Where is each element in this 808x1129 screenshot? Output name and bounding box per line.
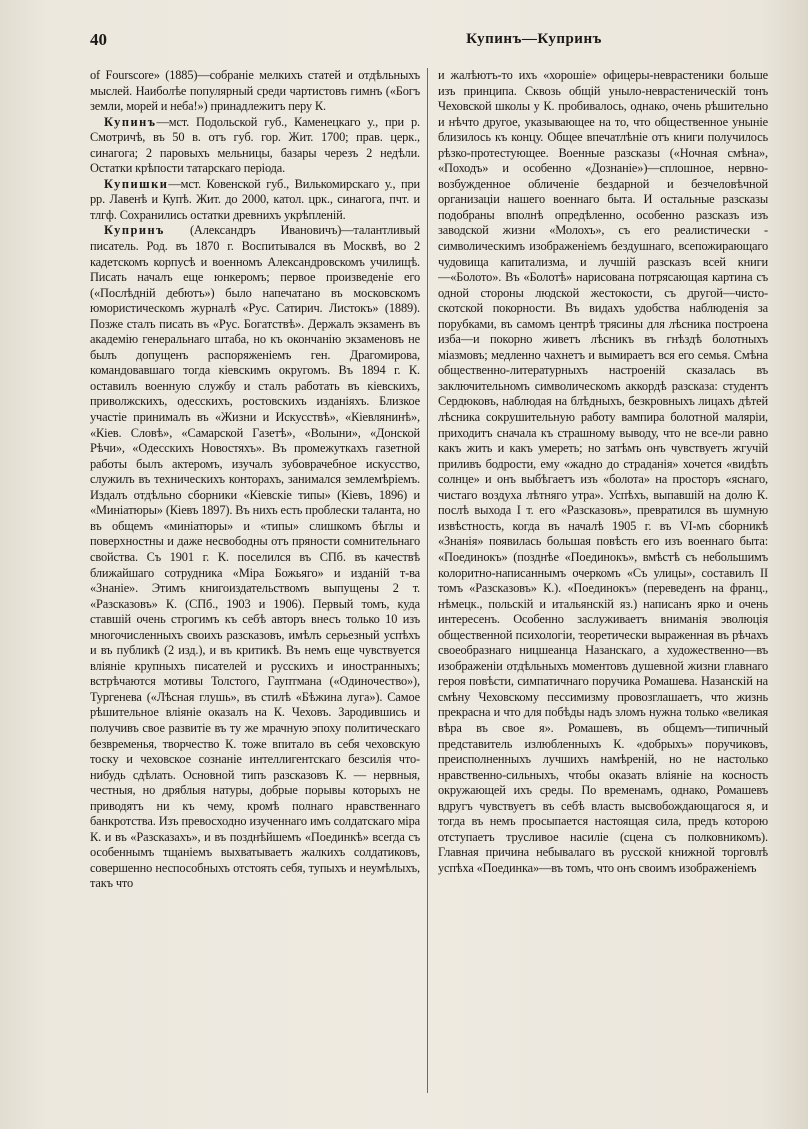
entry-paragraph	[90, 177, 420, 224]
entry-paragraph	[90, 115, 420, 177]
entry-headword: Купишки	[104, 176, 169, 191]
left-column	[90, 68, 420, 1108]
entry-text: of Fourscore» (1885)—собраніе мелкихъ статей и отдѣльныхъ мыслей. Наиболѣе популярный среди чартистовъ гимнъ («Богъ земли, морей и неба!») принадлежитъ перу К.	[90, 68, 420, 114]
entry-paragraph	[90, 223, 420, 892]
running-title: Купинъ—Купринъ	[466, 31, 602, 47]
entry-text: —мст. Ковенской губ., Вилькомирскаго у., при рр. Лавенѣ и Купѣ. Жит. до 2000, катол. црк., синагога, пчт. и тлгф. Сохранились остатки древнихъ укрѣпленій.	[90, 176, 420, 222]
right-column	[438, 68, 768, 1108]
entry-text: —мст. Подольской губ., Каменецкаго у., при р. Смотричѣ, въ 50 в. отъ губ. гор. Жит. 1700; прав. церк., синагога; 2 паровыхъ мельницы, базары черезъ 2 недѣли. Остатки крѣпости татарскаго періода.	[90, 114, 420, 176]
entry-text: (Александръ Ивановичъ)—талантливый писатель. Род. въ 1870 г. Воспитывался въ Москвѣ, во 2 кадетскомъ корпусѣ и военномъ Александровскомъ училищѣ. Писать началъ еще юнкеромъ; первое произведеніе его («Послѣдній дебютъ») было напечатано въ московскомъ юмористическомъ журналѣ «Рус. Сатирич. Листокъ» (1889). Позже сталъ писать въ «Рус. Богатствѣ». Держалъ экзаменъ въ академію генеральнаго штаба, но къ окончанію экзаменовъ не былъ допущенъ распоряженіемъ ген. Драгомирова, командовавшаго тогда кіевскимъ округомъ. Въ 1894 г. К. оставилъ военную службу и сталъ работать въ кіевскихъ, приволжскихъ, одесскихъ, ростовскихъ изданіяхъ. Близкое участіе принималъ въ «Жизни и Искусствѣ», «Кіевлянинѣ», «Кіев. Словѣ», «Самарской Газетѣ», «Волыни», «Донской Рѣчи», «Одесскихъ Новостяхъ». Въ промежуткахъ газетной работы былъ актеромъ, изучалъ зубоврачебное искусство, служилъ въ техническихъ конторахъ, занимался землемѣріемъ. Издалъ отдѣльно сборники «Кіевскіе типы» (Кіевъ, 1896) и «Миніатюры» (Кіевъ 1897). Въ нихъ есть проблески таланта, но въ общемъ «миніатюры» и «типы» слишкомъ бѣглы и поверхностны и даже несвободны отъ пряности сомнительнаго свойства. Съ 1901 г. К. поселился въ СПб. въ качествѣ ближайшаго сотрудника «Міра Божьяго» и изданій т-ва «Знаніе». Этимъ книгоиздательствомъ выпущены 2 т. «Разсказовъ» К. (СПб., 1903 и 1906). Первый томъ, куда ставшій очень строгимъ къ себѣ авторъ внесъ только 10 изъ многочисленныхъ своихъ разсказовъ, имѣлъ серьезный успѣхъ и въ публикѣ (2 изд.), и въ критикѣ. Въ немъ еще чувствуется вліяніе крупныхъ писателей и русскихъ и иностранныхъ; встрѣчаются мотивы Толстого, Гауптмана («Одиночество»), Тургенева («Лѣсная глушь», въ стилѣ «Бѣжина луга»). Самое рѣшительное вліяніе оказалъ на К. Чеховъ. Зародившись и получивъ свое развитіе въ ту же мрачную эпоху политическаго безвременья, творчество К. тоже впитало въ себя чеховскую тоску и чеховское сознаніе интеллигентскаго безсилія что-нибудь сдѣлать. Основной типъ разсказовъ К. — нервныя, честныя, но дряблыя натуры, добрые порывы которыхъ не приводятъ ни къ чему, кромѣ полнаго нравственнаго банкротства. Изъ превосходно изученнаго имъ солдатскаго міра К. и въ «Разсказахъ», и въ позднѣйшемъ «Поединкѣ» всегда съ особеннымъ тщаніемъ выхватываетъ жалкихъ солдатиковъ, совершенно неспособныхъ отстоять себя, тупыхъ и неумѣлыхъ, такъ что	[90, 223, 420, 891]
page-header	[90, 30, 748, 56]
entry-paragraph	[90, 68, 420, 115]
entry-text: и жалѣютъ-то ихъ «хорошіе» офицеры-неврастеники больше изъ принципа. Сквозь общій уныло-неврастеническій тонъ Чеховской школы у К. пробивалось, однако, очень рѣшительно и нѣчто другое, указывающее на то, что общественное уныніе близилось къ концу. Общее впечатлѣніе отъ книги получилось рѣзко-протестующее. Военные разсказы («Ночная смѣна», «Походъ» и особенно «Дознаніе»)—сплошное, нервно-возбужденное обличеніе бездарной и безчеловѣчной организаціи нашего военнаго быта. И остальные разсказы подобраны вполнѣ опредѣленно, особенно разсказъ изъ заводской жизни «Молохъ», съ его реалистически - символическимъ изображеніемъ бездушнаго, всепожирающаго чудовища капитализма, и лучшій разсказъ всей книги—«Болото». Въ «Болотѣ» нарисована потрясающая картина съ одной стороны людской жестокости, съ другой—чисто-скотской покорности. Въ видахъ удобства наблюденія за порубками, въ самомъ центрѣ трясины для лѣсника построена изба—и покорно живетъ лѣсникъ въ гнѣздѣ болотныхъ міазмовъ; медленно чахнетъ и вымираетъ вся его семья. Смѣна общественно-литературныхъ настроеній сказалась въ заключительномъ символическомъ аккордѣ разсказа: студентъ Сердюковъ, наблюдая на блѣдныхъ, безкровныхъ лицахъ дѣтей лѣсника сокрушительную работу вампира болотной маляріи, приходитъ сначала къ страшному выводу, что не все-ли равно какъ жить и какъ умереть; но затѣмъ онъ чувствуетъ жгучій приливъ бодрости, ему «жадно до страданія» хочется «видѣть солнце» и онъ выбѣгаетъ изъ «болота» на просторъ «яснаго, чистаго воздуха лѣтняго утра». Успѣхъ, выпавшій на долю К. послѣ выхода I т. его «Разсказовъ», превратился въ шумную извѣстность, когда въ началѣ 1905 г. въ VI-мъ сборникѣ «Знанія» появилась большая повѣсть его изъ военнаго быта: «Поединокъ» (позднѣе «Поединокъ», вмѣстѣ съ небольшимъ колоритно-написаннымъ очеркомъ «Съ улицы», составилъ II томъ «Разсказовъ» К.). «Поединокъ» (переведенъ на франц., нѣмецк., польскій и итальянскій яз.) написанъ ярко и очень интересенъ. Особенно заслуживаетъ вниманія эволюція общественной психологіи, теоретически выраженная въ рѣчахъ своеобразнаго ницшеанца Назанскаго, а художественно—въ изображеніи отдѣльныхъ моментовъ душевной жизни главнаго героя повѣсти, симпатичнаго поручика Ромашева. Назанскій на смѣну Чеховскому пессимизму провозглашаетъ, что жизнь прекрасна и что для побѣды надъ зломъ нужна только «великая вѣра въ свое я». Ромашевъ, въ общемъ—типичный представитель излюбленныхъ К. «добрыхъ» поручиковъ, преисполненныхъ лучшихъ намѣреній, но не настолько нравственно-сильныхъ, чтобы оказать вліяніе на косность окружающей ихъ среды. По временамъ, однако, Ромашевъ вдругъ чувствуетъ въ себѣ власть высвобождающагося я, и тогда въ немъ просыпается настоящая сила, предъ которою отступаетъ трусливое насиліе (сцена съ полковникомъ). Главная причина небывалаго въ русской книжной торговлѣ успѣха «Поединка»—въ томъ, что онъ своимъ изображеніемъ	[438, 68, 768, 875]
entry-headword: Купринъ	[104, 223, 165, 238]
page-number: 40	[90, 30, 107, 49]
entry-paragraph	[438, 68, 768, 876]
entry-headword: Купинъ	[104, 114, 157, 129]
text-columns	[90, 68, 768, 1108]
